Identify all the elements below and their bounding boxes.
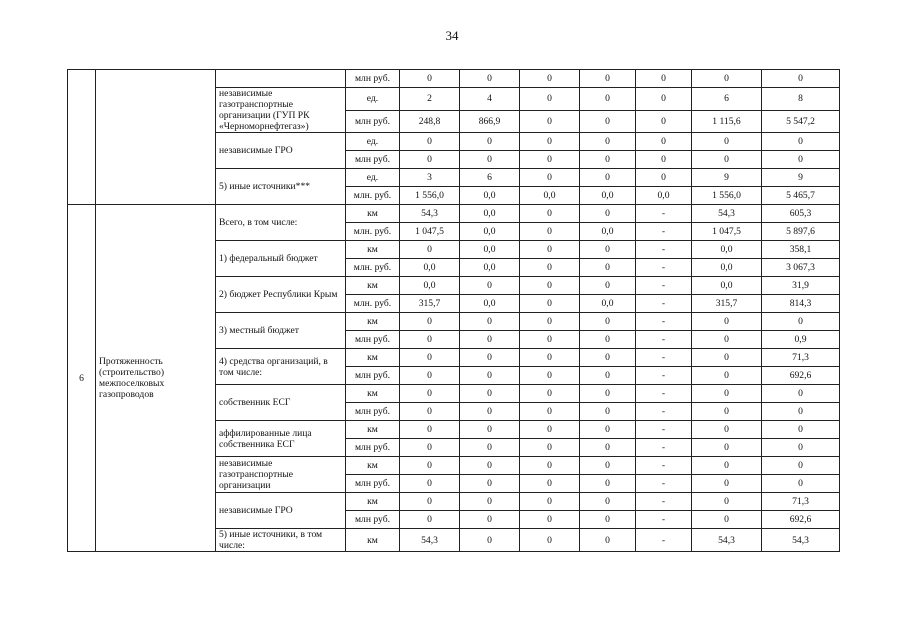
value-cell: 54,3 [762,529,840,552]
value-cell: 0 [520,511,580,529]
value-cell: 0 [520,457,580,475]
value-cell: 0 [692,133,762,151]
unit-cell: млн руб. [346,403,400,421]
value-cell: - [636,529,692,552]
value-cell: 0 [520,475,580,493]
value-cell: 0 [400,475,460,493]
value-cell: 0 [692,313,762,331]
unit-cell: ед. [346,88,400,111]
value-cell: 0 [762,403,840,421]
unit-cell: млн. руб. [346,259,400,277]
source-label-cell: 2) бюджет Республики Крым [216,277,346,313]
value-cell: 0 [400,151,460,169]
value-cell: 0 [692,475,762,493]
value-cell: 0 [400,367,460,385]
value-cell: 71,3 [762,493,840,511]
value-cell: - [636,241,692,259]
unit-cell: млн. руб. [346,223,400,241]
source-label-cell: 1) федеральный бюджет [216,241,346,277]
value-cell: 0 [692,493,762,511]
value-cell: 0 [636,70,692,88]
value-cell: 0 [400,349,460,367]
value-cell: 0 [580,457,636,475]
indicator-cell [96,70,216,205]
value-cell: - [636,259,692,277]
unit-cell: млн руб. [346,331,400,349]
value-cell: 6 [692,88,762,111]
value-cell: 0,0 [400,277,460,295]
value-cell: 54,3 [400,205,460,223]
value-cell: 0,0 [692,259,762,277]
source-label-cell: независимые ГРО [216,133,346,169]
value-cell: - [636,349,692,367]
value-cell: 0 [520,331,580,349]
value-cell: 0 [400,421,460,439]
value-cell: 0 [460,331,520,349]
value-cell: 8 [762,88,840,111]
unit-cell: млн руб. [346,367,400,385]
value-cell: 0 [520,70,580,88]
value-cell: 0 [400,439,460,457]
value-cell: 0 [692,457,762,475]
value-cell: - [636,403,692,421]
value-cell: 0 [460,475,520,493]
unit-cell: млн руб. [346,439,400,457]
value-cell: 0 [400,403,460,421]
value-cell: 0 [580,529,636,552]
value-cell: 0 [580,331,636,349]
value-cell: 5 897,6 [762,223,840,241]
value-cell: 0 [520,277,580,295]
value-cell: - [636,313,692,331]
value-cell: 0 [460,529,520,552]
value-cell: 0 [400,70,460,88]
value-cell: 0,0 [460,205,520,223]
value-cell: 0 [580,151,636,169]
value-cell: 54,3 [400,529,460,552]
value-cell: 1 047,5 [400,223,460,241]
value-cell: 0 [460,133,520,151]
row-number-cell [68,70,96,205]
value-cell: 0 [460,349,520,367]
source-label-cell: 5) иные источники, в том числе: [216,529,346,552]
value-cell: 0 [520,493,580,511]
value-cell: 0 [762,133,840,151]
value-cell: 0,0 [580,187,636,205]
value-cell: 0 [580,241,636,259]
value-cell: 0 [520,313,580,331]
unit-cell: км [346,385,400,403]
value-cell: - [636,439,692,457]
value-cell: 0 [636,169,692,187]
value-cell: 0 [520,385,580,403]
unit-cell: млн руб. [346,151,400,169]
page-number: 34 [445,28,459,43]
value-cell: 315,7 [400,295,460,313]
value-cell: 1 556,0 [692,187,762,205]
value-cell: 0 [692,367,762,385]
value-cell: 0 [580,367,636,385]
value-cell: - [636,205,692,223]
value-cell: 0 [636,133,692,151]
value-cell: 866,9 [460,110,520,133]
value-cell: 0 [580,493,636,511]
value-cell: 0 [636,151,692,169]
indicator-cell: Протяженность (строительство) межпоселковых газопроводов [96,205,216,552]
value-cell: 0 [580,313,636,331]
value-cell: 0 [762,313,840,331]
value-cell: 1 115,6 [692,110,762,133]
source-label-cell: независимые ГРО [216,493,346,529]
table-row [68,70,840,88]
value-cell: 0 [400,511,460,529]
source-label-cell: 4) средства организаций, в том числе: [216,349,346,385]
value-cell: 0 [460,313,520,331]
value-cell: - [636,493,692,511]
value-cell: 0,0 [460,241,520,259]
value-cell: 0 [520,259,580,277]
source-label-cell [216,70,346,88]
value-cell: 0 [460,367,520,385]
unit-cell: ед. [346,169,400,187]
source-label-cell: аффилированные лица собственника ЕСГ [216,421,346,457]
value-cell: 0 [520,421,580,439]
unit-cell: км [346,241,400,259]
unit-cell: млн руб. [346,511,400,529]
value-cell: 0 [636,110,692,133]
value-cell: 0 [580,475,636,493]
value-cell: 358,1 [762,241,840,259]
value-cell: 0 [762,421,840,439]
value-cell: 0 [460,70,520,88]
value-cell: 9 [692,169,762,187]
value-cell: 6 [460,169,520,187]
value-cell: 0 [400,385,460,403]
value-cell: 0 [762,70,840,88]
value-cell: 0,0 [460,223,520,241]
value-cell: 0 [762,475,840,493]
value-cell: 0 [520,349,580,367]
value-cell: 3 067,3 [762,259,840,277]
gasification-table [67,69,840,552]
value-cell: 0 [520,133,580,151]
unit-cell: км [346,529,400,552]
value-cell: 0 [580,511,636,529]
value-cell: 0 [580,277,636,295]
source-label-cell: независимые газотранспортные организации [216,457,346,493]
source-label-cell: собственник ЕСГ [216,385,346,421]
value-cell: 0 [580,349,636,367]
value-cell: 0 [460,403,520,421]
value-cell: 0 [520,403,580,421]
value-cell: 0,0 [692,241,762,259]
value-cell: 5 465,7 [762,187,840,205]
value-cell: 0,0 [400,259,460,277]
value-cell: 0 [520,151,580,169]
value-cell: 0 [580,439,636,457]
value-cell: 54,3 [692,529,762,552]
value-cell: 0 [692,511,762,529]
value-cell: 692,6 [762,511,840,529]
source-label-cell: 3) местный бюджет [216,313,346,349]
value-cell: 0 [400,313,460,331]
value-cell: 1 556,0 [400,187,460,205]
value-cell: 0 [580,205,636,223]
unit-cell: млн. руб. [346,187,400,205]
table-row [68,205,840,223]
value-cell: 0,0 [692,277,762,295]
value-cell: 0 [460,439,520,457]
value-cell: 0 [460,493,520,511]
source-label-cell: независимые газотранспортные организации (ГУП РК «Черноморнефтегаз») [216,88,346,133]
source-label-cell: 5) иные источники*** [216,169,346,205]
source-label-cell: Всего, в том числе: [216,205,346,241]
value-cell: 0 [400,241,460,259]
unit-cell: млн руб. [346,475,400,493]
value-cell: 0,0 [636,187,692,205]
value-cell: - [636,385,692,403]
value-cell: 0 [762,385,840,403]
value-cell: 0,0 [520,187,580,205]
value-cell: 0 [580,88,636,111]
value-cell: 0 [692,439,762,457]
value-cell: 0 [520,110,580,133]
value-cell: 0 [762,151,840,169]
value-cell: 0 [520,223,580,241]
value-cell: 1 047,5 [692,223,762,241]
value-cell: 4 [460,88,520,111]
value-cell: 0 [460,457,520,475]
value-cell: 0,9 [762,331,840,349]
value-cell: 0 [762,439,840,457]
value-cell: - [636,295,692,313]
value-cell: 605,3 [762,205,840,223]
unit-cell: ед. [346,133,400,151]
value-cell: 0 [460,277,520,295]
value-cell: 0 [692,349,762,367]
value-cell: - [636,223,692,241]
value-cell: 692,6 [762,367,840,385]
value-cell: 54,3 [692,205,762,223]
value-cell: 0 [460,511,520,529]
value-cell: 0 [460,151,520,169]
value-cell: 0 [580,70,636,88]
value-cell: 0 [692,421,762,439]
value-cell: 0 [520,169,580,187]
value-cell: 5 547,2 [762,110,840,133]
value-cell: - [636,421,692,439]
unit-cell: км [346,349,400,367]
value-cell: - [636,331,692,349]
value-cell: 0 [580,110,636,133]
value-cell: 0 [400,331,460,349]
unit-cell: км [346,421,400,439]
value-cell: - [636,511,692,529]
value-cell: 0 [580,169,636,187]
value-cell: 248,8 [400,110,460,133]
value-cell: 0 [692,403,762,421]
unit-cell: млн руб. [346,70,400,88]
value-cell: 0 [400,493,460,511]
row-number-cell: 6 [68,205,96,552]
unit-cell: км [346,313,400,331]
unit-cell: км [346,493,400,511]
value-cell: 0 [460,421,520,439]
value-cell: 0 [520,439,580,457]
value-cell: 315,7 [692,295,762,313]
value-cell: 0 [692,151,762,169]
value-cell: 0 [520,88,580,111]
value-cell: 0 [636,88,692,111]
value-cell: 0,0 [460,259,520,277]
value-cell: - [636,457,692,475]
value-cell: 0 [520,295,580,313]
value-cell: 0 [580,403,636,421]
value-cell: 3 [400,169,460,187]
value-cell: 0 [580,259,636,277]
value-cell: - [636,367,692,385]
unit-cell: млн. руб. [346,295,400,313]
value-cell: 0,0 [580,223,636,241]
value-cell: 71,3 [762,349,840,367]
value-cell: 0 [580,385,636,403]
value-cell: 0 [520,529,580,552]
unit-cell: млн руб. [346,110,400,133]
value-cell: 0 [762,457,840,475]
value-cell: - [636,277,692,295]
value-cell: 0 [400,133,460,151]
value-cell: 0 [460,385,520,403]
value-cell: 0,0 [460,295,520,313]
unit-cell: км [346,457,400,475]
value-cell: 0 [580,421,636,439]
value-cell: 0 [580,133,636,151]
value-cell: 0 [692,70,762,88]
value-cell: 9 [762,169,840,187]
value-cell: 0 [692,331,762,349]
value-cell: 0 [400,457,460,475]
value-cell: 0 [692,385,762,403]
value-cell: 814,3 [762,295,840,313]
value-cell: 0,0 [460,187,520,205]
value-cell: 0 [520,241,580,259]
value-cell: 31,9 [762,277,840,295]
unit-cell: км [346,277,400,295]
unit-cell: км [346,205,400,223]
value-cell: 0 [520,367,580,385]
value-cell: 0,0 [580,295,636,313]
value-cell: - [636,475,692,493]
value-cell: 2 [400,88,460,111]
value-cell: 0 [520,205,580,223]
